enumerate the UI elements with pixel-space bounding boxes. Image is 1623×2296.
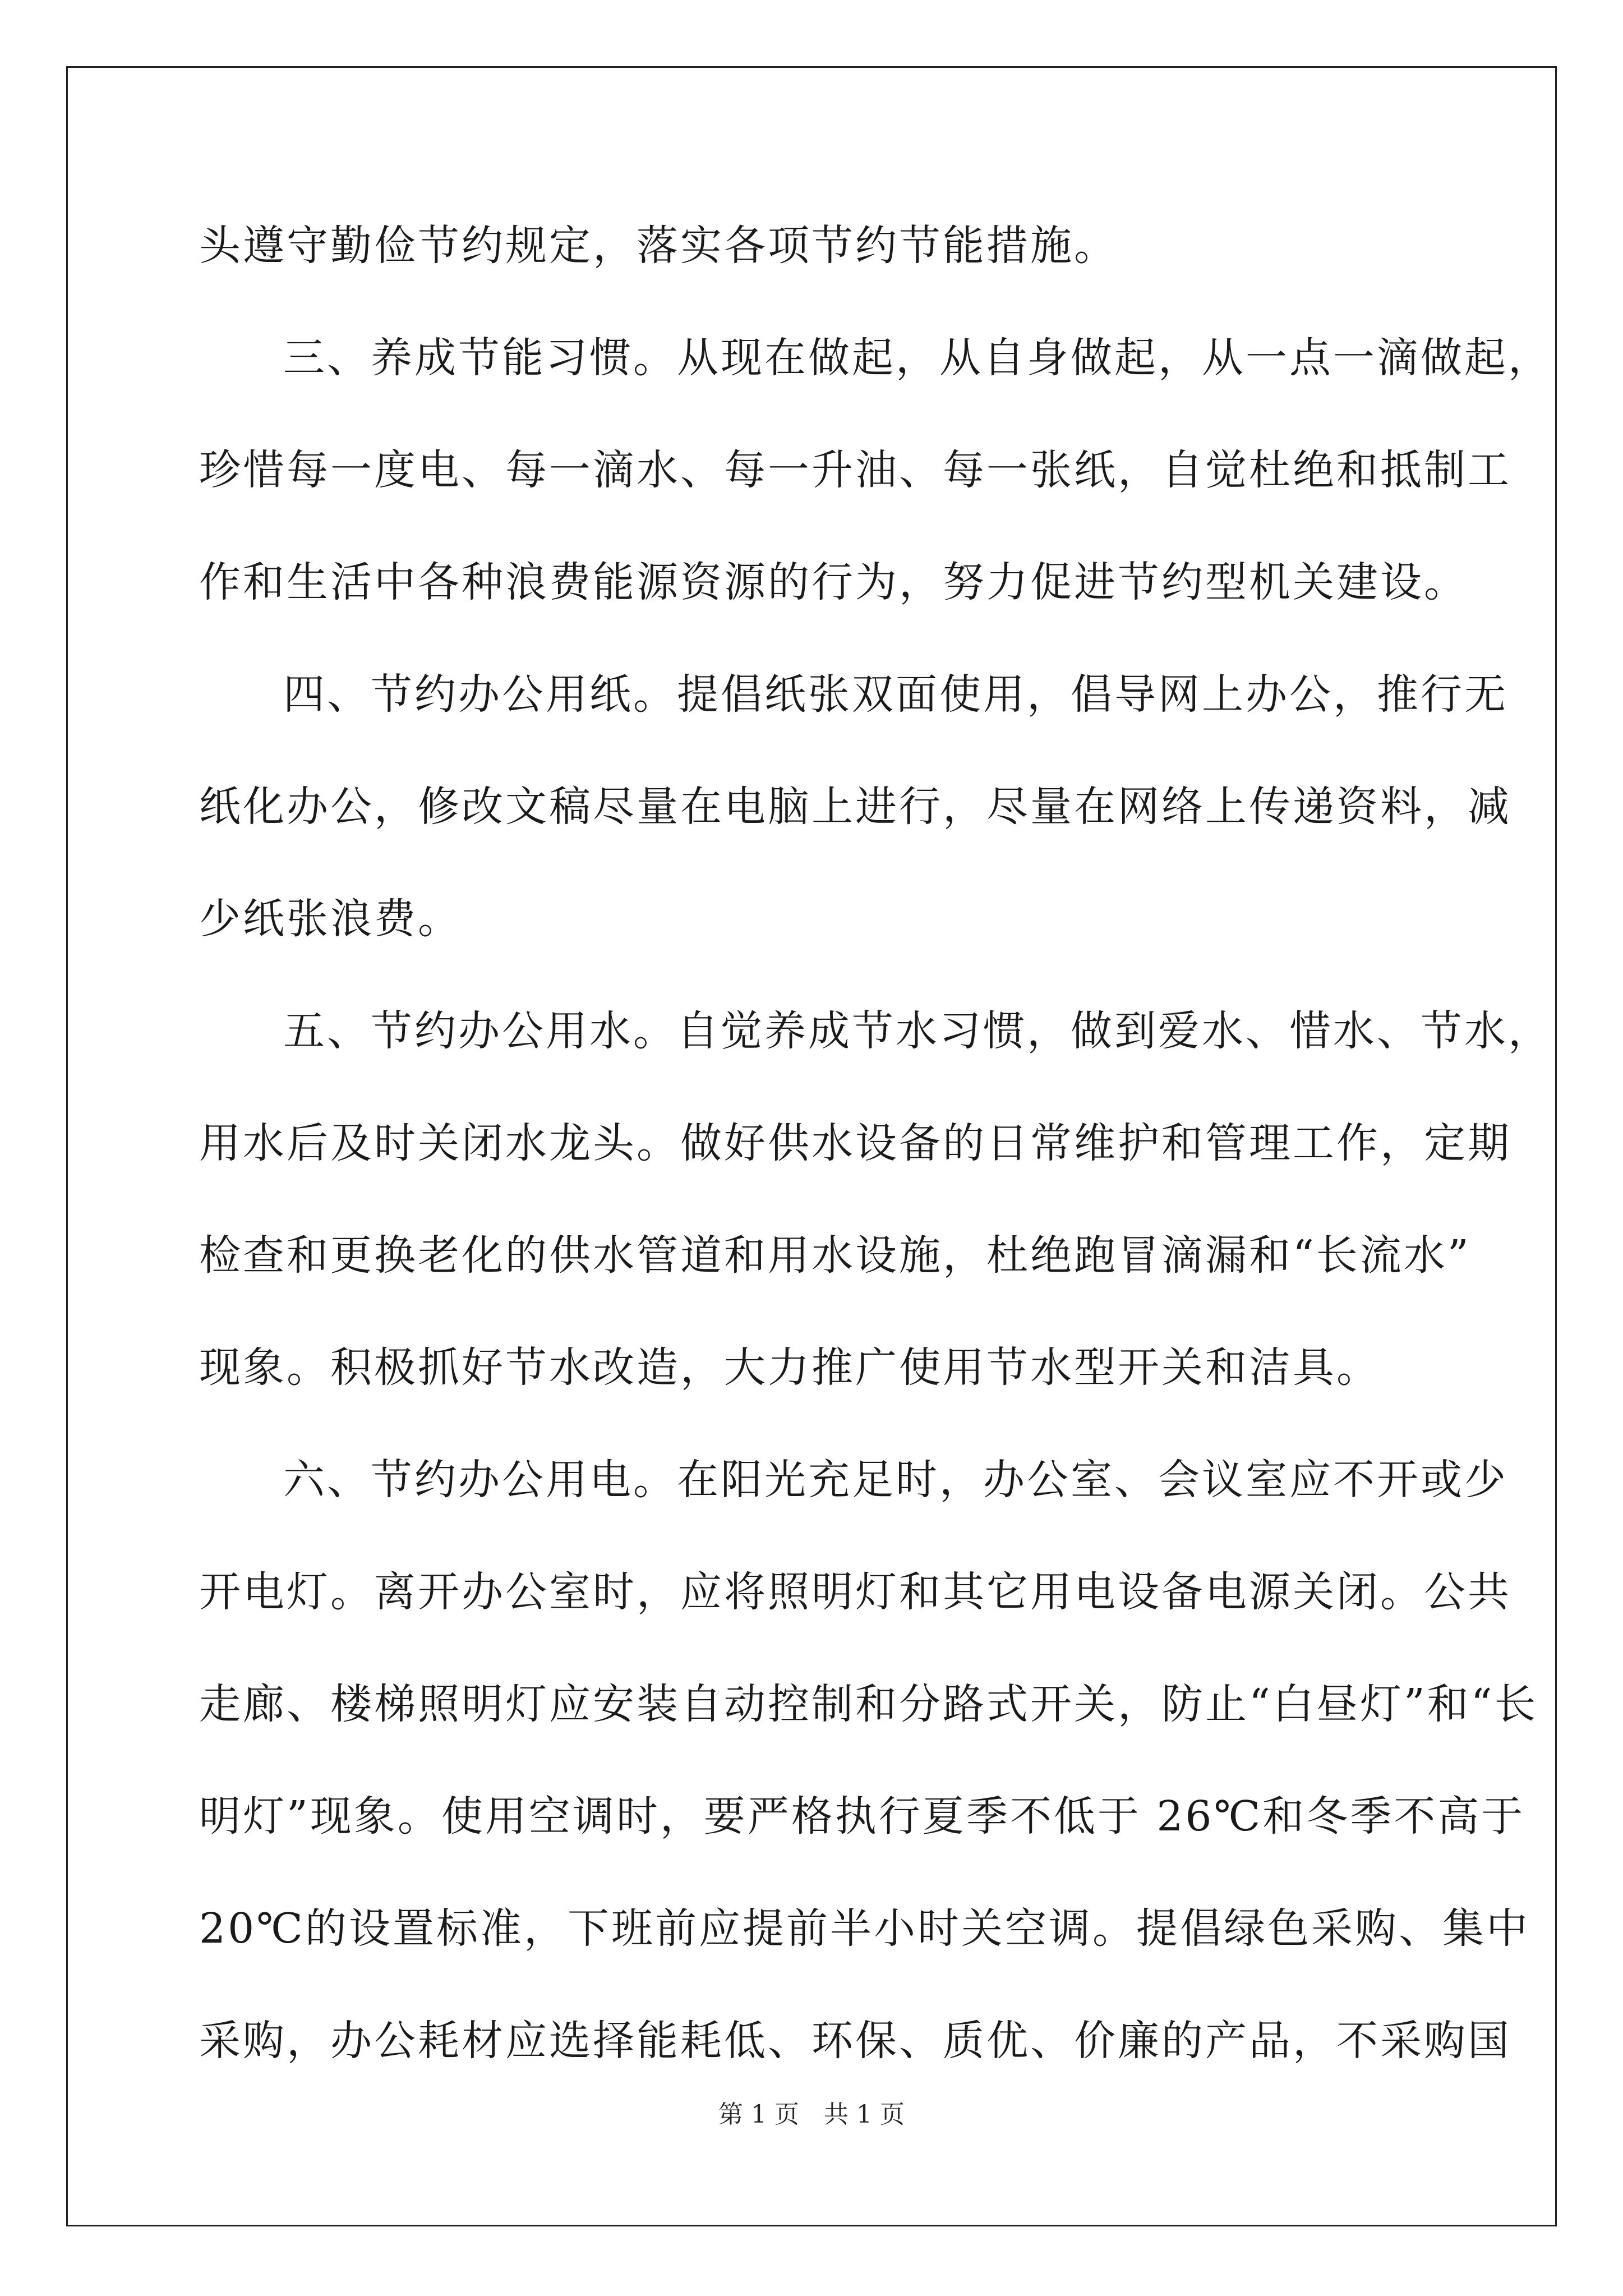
text-line: 少纸张浪费。 (199, 895, 462, 943)
text-line: 采购，办公耗材应选择能耗低、环保、质优、价廉的产品，不采购国 (199, 2017, 1511, 2065)
page-footer: 第 1 页 共 1 页 (718, 2100, 905, 2129)
text-line: 四、节约办公用纸。提倡纸张双面使用，倡导网上办公，推行无 (283, 670, 1508, 719)
text-line: 作和生活中各种浪费能源资源的行为，努力促进节约型机关建设。 (199, 558, 1468, 606)
text-line: 纸化办公，修改文稿尽量在电脑上进行，尽量在网络上传递资料，减 (199, 783, 1511, 831)
text-line: 六、节约办公用电。在阳光充足时，办公室、会议室应不开或少 (283, 1456, 1508, 1504)
text-line: 三、养成节能习惯。从现在做起，从自身做起，从一点一滴做起， (283, 334, 1552, 382)
text-line: 20℃的设置标准，下班前应提前半小时关空调。提倡绿色采购、集中 (199, 1904, 1530, 1953)
text-line: 用水后及时关闭水龙头。做好供水设备的日常维护和管理工作，定期 (199, 1119, 1511, 1167)
text-line: 走廊、楼梯照明灯应安装自动控制和分路式开关，防止“白昼灯”和“长 (199, 1680, 1538, 1728)
text-line: 明灯”现象。使用空调时，要严格执行夏季不低于 26℃和冬季不高于 (199, 1792, 1525, 1841)
text-line: 检查和更换老化的供水管道和用水设施，杜绝跑冒滴漏和“长流水” (199, 1231, 1471, 1280)
document-body (199, 190, 1552, 2097)
text-line: 珍惜每一度电、每一滴水、每一升油、每一张纸，自觉杜绝和抵制工 (199, 446, 1511, 494)
text-line: 开电灯。离开办公室时，应将照明灯和其它用电设备电源关闭。公共 (199, 1568, 1511, 1616)
text-line: 现象。积极抓好节水改造，大力推广使用节水型开关和洁具。 (199, 1343, 1380, 1392)
text-line: 头遵守勤俭节约规定，落实各项节约节能措施。 (199, 222, 1118, 270)
text-line: 五、节约办公用水。自觉养成节水习惯，做到爱水、惜水、节水， (283, 1007, 1552, 1055)
